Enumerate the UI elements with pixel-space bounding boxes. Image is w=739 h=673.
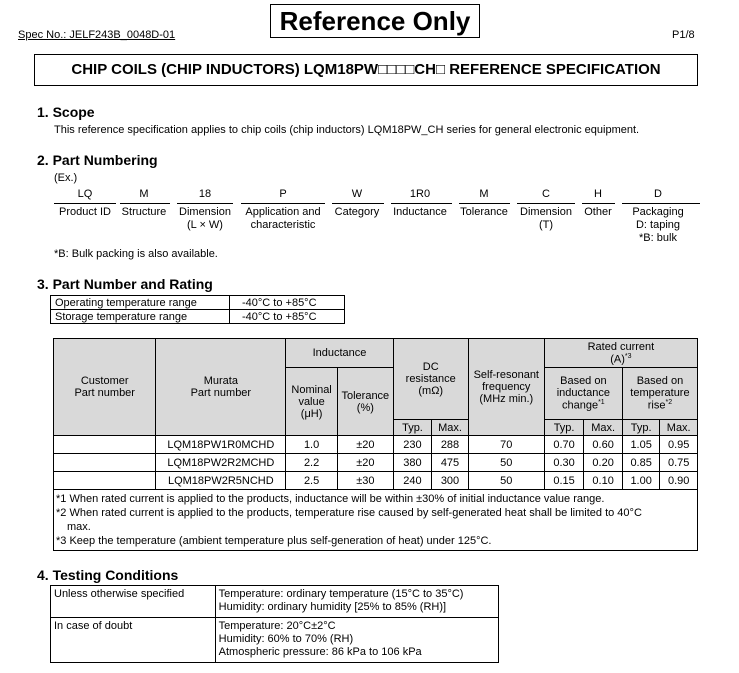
part-code-label: Structure	[121, 206, 167, 218]
cell-customer	[54, 472, 156, 490]
nominal-value-header: Nominal value (μH)	[286, 368, 338, 436]
inductance-change-header: Based on inductance change$^{*1}$	[544, 368, 622, 420]
cell-ic-typ: 0.30	[544, 454, 584, 472]
tr-typ-header: Typ.	[622, 420, 660, 436]
temperature-rise-header: Based on temperature rise$^{*2}$	[622, 368, 697, 420]
scope-text: This reference specification applies to chip coils (chip inductors) LQM18PW_CH series for general electronic equipment.	[54, 124, 640, 136]
cell-ic-typ: 0.70	[544, 436, 584, 454]
temperature-range-table	[50, 295, 345, 324]
example-label: (Ex.)	[54, 172, 78, 184]
ic-max-header: Max.	[584, 420, 623, 436]
part-code-segment: D	[654, 188, 662, 200]
part-code-underline	[177, 203, 233, 204]
document-title: CHIP COILS (CHIP INDUCTORS) LQM18PW□□□□CH□ REFERENCE SPECIFICATION	[34, 54, 698, 86]
part-code-underline	[459, 203, 510, 204]
table-row	[51, 618, 499, 663]
cell-dc-typ: 380	[393, 454, 432, 472]
self-resonant-header: Self-resonant frequency (MHz min.)	[468, 339, 544, 436]
cell-ic-max: 0.20	[584, 454, 623, 472]
temp-label: Storage temperature range	[51, 310, 230, 324]
rating-table	[53, 338, 698, 551]
condition-values: Temperature: 20°C±2°C Humidity: 60% to 70% (RH) Atmospheric pressure: 86 kPa to 106 kPa	[215, 618, 498, 663]
part-code-label: Packaging D: taping *B: bulk	[632, 206, 684, 244]
table-row	[51, 296, 345, 310]
cell-tr-max: 0.90	[660, 472, 698, 490]
part-code-segment: LQ	[77, 188, 93, 200]
part-code-label: Dimension (L × W)	[179, 206, 231, 231]
inductance-header: Inductance	[286, 339, 393, 368]
cell-dc-typ: 230	[393, 436, 432, 454]
table-row	[51, 586, 499, 618]
cell-tr-typ: 1.00	[622, 472, 660, 490]
cell-dc-typ: 240	[393, 472, 432, 490]
cell-tr-typ: 1.05	[622, 436, 660, 454]
table-row	[54, 472, 698, 490]
table-row	[54, 436, 698, 454]
part-code-segment: P	[279, 188, 287, 200]
cell-ic-typ: 0.15	[544, 472, 584, 490]
cell-srf: 50	[468, 472, 544, 490]
cell-dc-max: 300	[432, 472, 469, 490]
part-code-segment: H	[594, 188, 602, 200]
tr-max-header: Max.	[660, 420, 698, 436]
part-numbering-heading: 2. Part Numbering	[37, 152, 158, 168]
cell-nominal: 2.2	[286, 454, 338, 472]
temp-label: Operating temperature range	[51, 296, 230, 310]
customer-part-header: Customer Part number	[54, 339, 156, 436]
rating-notes: *1 When rated current is applied to the products, inductance will be within ±30% of initial inductance value range. *2 When rated current is applied to the products, temperature rise caused by self-generated heat shall be limited to 40°C max. *3 Keep the temperature (ambient temperature plus self-generation of heat) under 125°C.	[54, 490, 698, 551]
part-code-segment: 18	[198, 188, 212, 200]
part-code-underline	[241, 203, 325, 204]
cell-nominal: 1.0	[286, 436, 338, 454]
condition-label: Unless otherwise specified	[51, 586, 216, 618]
cell-tol: ±30	[337, 472, 393, 490]
dc-typ-header: Typ.	[393, 420, 432, 436]
condition-label: In case of doubt	[51, 618, 216, 663]
cell-tr-max: 0.95	[660, 436, 698, 454]
cell-tr-max: 0.75	[660, 454, 698, 472]
page-number: P1/8	[672, 29, 695, 41]
cell-dc-max: 475	[432, 454, 469, 472]
part-code-label: Application and characteristic	[245, 206, 321, 231]
part-code-label: Category	[334, 206, 380, 218]
scope-heading: 1. Scope	[37, 104, 95, 120]
cell-ic-max: 0.10	[584, 472, 623, 490]
part-code-underline	[622, 203, 700, 204]
cell-part: LQM18PW2R2MCHD	[156, 454, 286, 472]
cell-ic-max: 0.60	[584, 436, 623, 454]
cell-srf: 70	[468, 436, 544, 454]
dc-max-header: Max.	[432, 420, 469, 436]
testing-conditions-table	[50, 585, 499, 663]
condition-values: Temperature: ordinary temperature (15°C to 35°C) Humidity: ordinary humidity [25% to 85% (RH)]	[215, 586, 498, 618]
cell-customer	[54, 454, 156, 472]
cell-part: LQM18PW1R0MCHD	[156, 436, 286, 454]
cell-part: LQM18PW2R5NCHD	[156, 472, 286, 490]
part-code-label: Tolerance	[460, 206, 508, 218]
cell-srf: 50	[468, 454, 544, 472]
part-code-segment: W	[351, 188, 363, 200]
part-code-label: Product ID	[59, 206, 111, 218]
part-code-underline	[332, 203, 384, 204]
cell-tr-typ: 0.85	[622, 454, 660, 472]
part-code-label: Dimension (T)	[520, 206, 572, 231]
part-code-underline	[391, 203, 452, 204]
part-code-underline	[54, 203, 116, 204]
temp-value: -40°C to +85°C	[230, 310, 345, 324]
part-code-segment: M	[479, 188, 489, 200]
spec-number: Spec No.: JELF243B_0048D-01	[18, 29, 176, 41]
part-code-label: Other	[584, 206, 612, 218]
table-row	[51, 310, 345, 324]
bulk-note: *B: Bulk packing is also available.	[54, 248, 218, 260]
ic-typ-header: Typ.	[544, 420, 584, 436]
part-code-segment: 1R0	[409, 188, 431, 200]
part-code-underline	[120, 203, 170, 204]
dc-resistance-header: DC resistance (mΩ)	[393, 339, 468, 420]
cell-dc-max: 288	[432, 436, 469, 454]
tolerance-header: Tolerance (%)	[337, 368, 393, 436]
rated-current-header: Rated current $(A)^{*3}$	[544, 339, 697, 368]
cell-tol: ±20	[337, 436, 393, 454]
part-code-underline	[517, 203, 575, 204]
cell-tol: ±20	[337, 454, 393, 472]
testing-heading: 4. Testing Conditions	[37, 567, 179, 583]
part-code-underline	[582, 203, 615, 204]
temp-value: -40°C to +85°C	[230, 296, 345, 310]
cell-nominal: 2.5	[286, 472, 338, 490]
cell-customer	[54, 436, 156, 454]
table-row	[54, 454, 698, 472]
part-code-segment: M	[139, 188, 149, 200]
murata-part-header: Murata Part number	[156, 339, 286, 436]
part-code-segment: C	[542, 188, 550, 200]
rating-heading: 3. Part Number and Rating	[37, 276, 213, 292]
part-code-label: Inductance	[393, 206, 447, 218]
reference-only-stamp: Reference Only	[270, 4, 480, 38]
